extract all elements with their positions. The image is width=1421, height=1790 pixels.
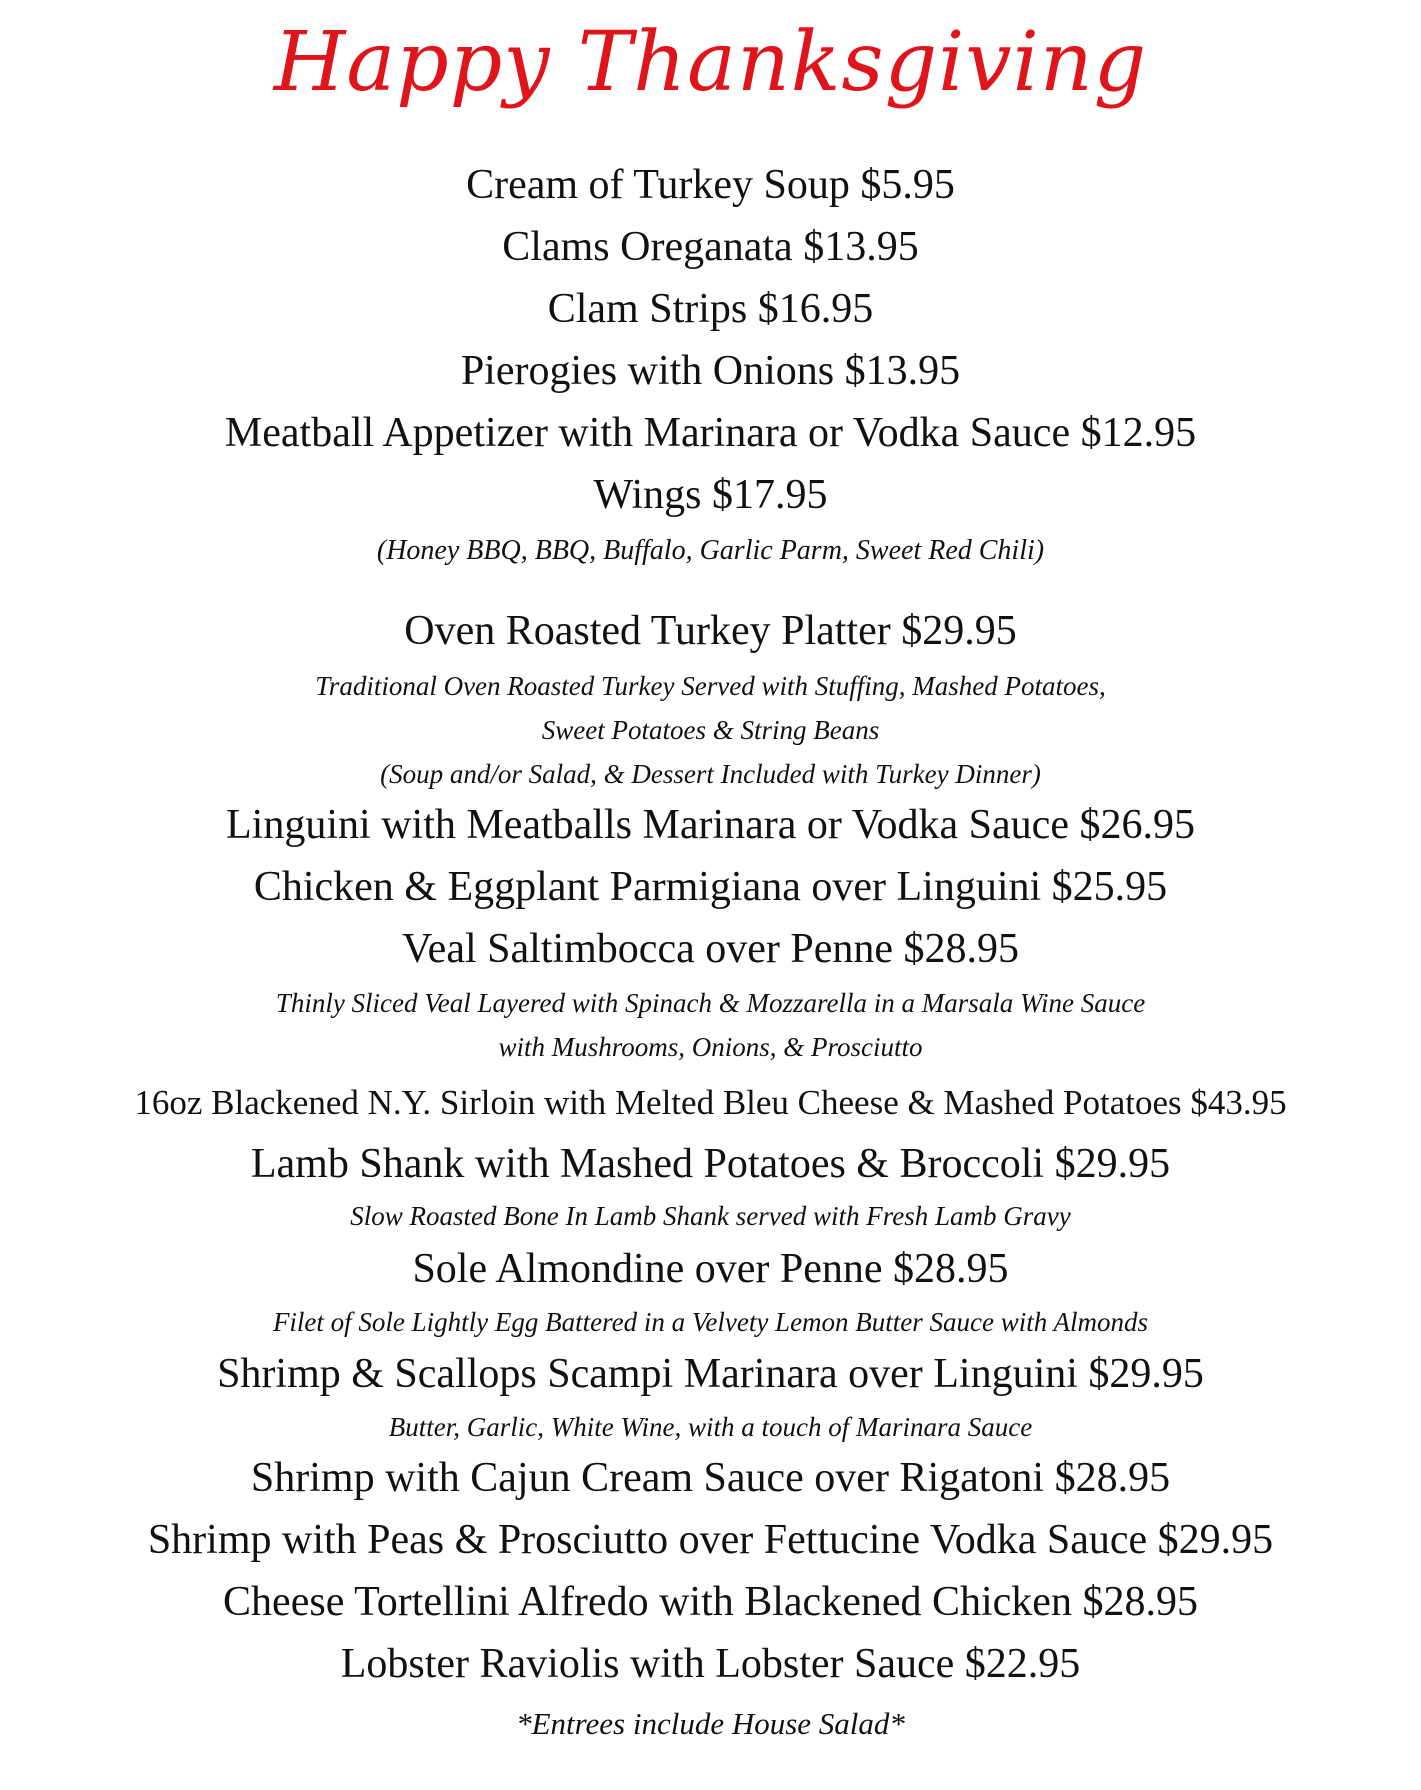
menu-title: Happy Thanksgiving [273,15,1148,110]
menu-item-clams-oreganata: Clams Oreganata $13.95 [502,224,919,270]
turkey-description-line-1: Traditional Oven Roasted Turkey Served with Stuffing, Mashed Potatoes, [315,671,1106,701]
veal-description-line-2: with Mushrooms, Onions, & Prosciutto [498,1032,923,1062]
menu-item-wings: Wings $17.95 [593,472,828,518]
menu-item-sirloin: 16oz Blackened N.Y. Sirloin with Melted Bleu Cheese & Mashed Potatoes $43.95 [134,1083,1287,1122]
menu-item-lamb-shank: Lamb Shank with Mashed Potatoes & Broccoli $29.95 [250,1141,1171,1187]
footer-house-salad-note: *Entrees include House Salad* [516,1706,905,1741]
menu-item-turkey-soup: Cream of Turkey Soup $5.95 [466,162,955,208]
veal-description-line-1: Thinly Sliced Veal Layered with Spinach & Mozzarella in a Marsala Wine Sauce [275,988,1146,1018]
menu-item-shrimp-scallops: Shrimp & Scallops Scampi Marinara over Linguini $29.95 [217,1351,1204,1397]
menu-item-turkey-platter: Oven Roasted Turkey Platter $29.95 [404,608,1017,654]
shrimp-scallops-description: Butter, Garlic, White Wine, with a touch of Marinara Sauce [388,1412,1033,1442]
wings-flavors-note: (Honey BBQ, BBQ, Buffalo, Garlic Parm, Sweet Red Chili) [376,535,1045,566]
menu-item-sole-almondine: Sole Almondine over Penne $28.95 [412,1246,1009,1292]
menu-item-pierogies: Pierogies with Onions $13.95 [460,348,961,394]
menu-item-clam-strips: Clam Strips $16.95 [547,286,874,332]
menu-item-shrimp-cajun: Shrimp with Cajun Cream Sauce over Rigatoni $28.95 [250,1455,1171,1501]
menu-item-cheese-tortellini: Cheese Tortellini Alfredo with Blackened Chicken $28.95 [223,1579,1198,1625]
menu-item-chicken-eggplant: Chicken & Eggplant Parmigiana over Linguini $25.95 [253,864,1168,910]
menu-item-veal-saltimbocca: Veal Saltimbocca over Penne $28.95 [402,926,1019,972]
lamb-description: Slow Roasted Bone In Lamb Shank served with Fresh Lamb Gravy [350,1201,1071,1231]
menu-item-linguini-meatballs: Linguini with Meatballs Marinara or Vodka Sauce $26.95 [226,802,1195,848]
menu-item-lobster-raviolis: Lobster Raviolis with Lobster Sauce $22.95 [340,1641,1081,1687]
sole-description: Filet of Sole Lightly Egg Battered in a Velvety Lemon Butter Sauce with Almonds [272,1307,1149,1337]
menu-item-shrimp-peas: Shrimp with Peas & Prosciutto over Fettucine Vodka Sauce $29.95 [147,1517,1274,1563]
menu-item-meatball-appetizer: Meatball Appetizer with Marinara or Vodka Sauce $12.95 [224,410,1197,456]
turkey-description-line-2: Sweet Potatoes & String Beans [541,715,880,745]
turkey-description-line-3: (Soup and/or Salad, & Dessert Included with Turkey Dinner) [380,759,1041,789]
